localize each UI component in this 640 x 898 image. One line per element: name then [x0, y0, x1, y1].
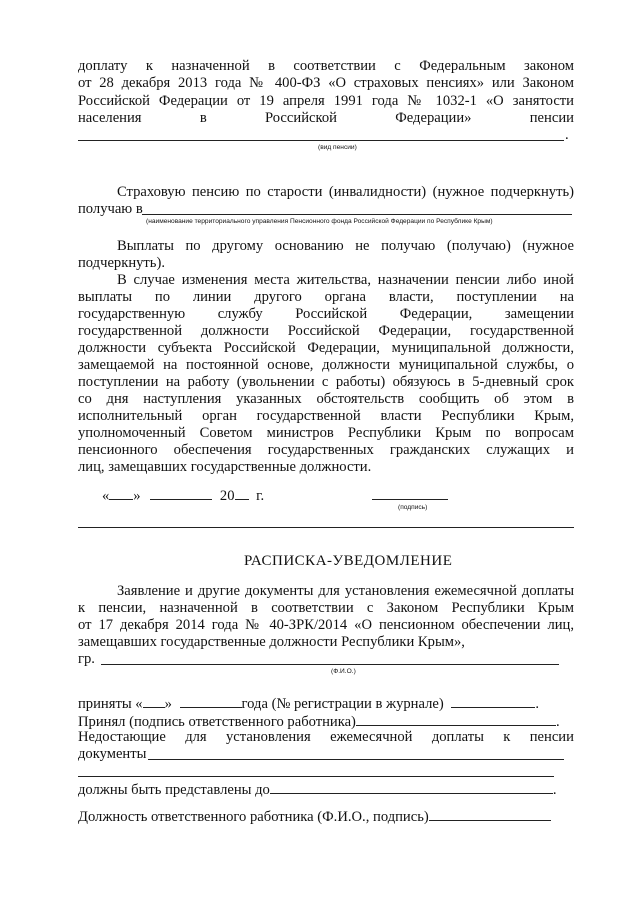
change-line: замещаемой на постоянной основе, должности муниципальной службы, о	[78, 357, 574, 373]
receipt-line: от 17 декабря 2014 года № 40-ЗРК/2014 «О пенсионном обеспечении лиц,	[78, 617, 574, 633]
change-line: государственной должности Российской Федерации, государственной	[78, 323, 574, 339]
receipt-last-line: замещавших государственные должности Республики Крым»,	[78, 634, 465, 650]
pension-line-1: Страховую пенсию по старости (инвалидности) (нужное подчеркнуть)	[117, 184, 574, 200]
date-line: « » 20 г.	[102, 488, 265, 504]
change-line: поступлении на работу (увольнении с работы) обязуюсь в 5-дневный срок	[78, 374, 574, 390]
top-line-1: доплату к назначенной в соответствии с Федеральным законом	[78, 58, 574, 74]
change-line: со дня наступления указанных обстоятельств сообщить об этом в	[78, 391, 574, 407]
top-line-4: населения в Российской Федерации» пенсии	[78, 110, 574, 126]
pension-type-caption: (вид пенсии)	[318, 144, 357, 151]
change-line: должности субъекта Российской Федерации, муниципальной должности,	[78, 340, 574, 356]
change-line: государственную службу Российской Федерации, замещении	[78, 306, 574, 322]
documents-label: документы	[78, 746, 147, 762]
other-line-1: Выплаты по другому основанию не получаю (получаю) (нужное	[117, 238, 574, 254]
signature-line[interactable]	[372, 499, 448, 500]
submit-date-field[interactable]	[270, 780, 553, 794]
other-line-2: подчеркнуть).	[78, 255, 165, 271]
change-last-line: лиц, замещавших государственные должности.	[78, 459, 372, 475]
signature-caption: (подпись)	[398, 504, 428, 511]
position-line: Должность ответственного работника (Ф.И.О., подпись)	[78, 807, 551, 826]
documents-line-2[interactable]	[78, 776, 554, 777]
top-line-3: Российской Федерации от 19 апреля 1991 года № 1032-1 «О занятости	[78, 93, 574, 109]
missing-docs-line: Недостающие для установления ежемесячной доплаты к пенсии	[78, 729, 574, 745]
accepted-line: приняты « » года (№ регистрации в журнале) .	[78, 696, 540, 712]
pension-org-caption: (наименование территориального управления Пенсионного фонда Российской Федерации по Республике Крым)	[146, 218, 493, 225]
registration-number-field[interactable]	[451, 694, 535, 708]
submit-by-line: должны быть представлены до .	[78, 782, 557, 798]
position-field[interactable]	[429, 807, 551, 821]
citizen-label: гр.	[78, 651, 95, 667]
fio-caption: (Ф.И.О.)	[331, 668, 356, 675]
accepted-day-field[interactable]	[143, 694, 165, 708]
citizen-name-line[interactable]	[101, 664, 559, 665]
receipt-line: к пенсии, назначенной в соответствии с Законом Республики Крым	[78, 600, 574, 616]
year-field[interactable]	[235, 486, 249, 500]
accepted-month-field[interactable]	[180, 694, 242, 708]
accepted-by-line: Принял (подпись ответственного работника) .	[78, 714, 560, 730]
change-line: пенсионного обеспечения государственных гражданских служащих и	[78, 442, 574, 458]
change-line: уполномоченный Советом министров Республики Крым по вопросам	[78, 425, 574, 441]
period-mark: .	[565, 127, 569, 143]
receipt-title: РАСПИСКА-УВЕДОМЛЕНИЕ	[244, 553, 453, 569]
worker-signature-field[interactable]	[356, 712, 556, 726]
month-field[interactable]	[150, 486, 212, 500]
top-line-2: от 28 декабря 2013 года № 400-ФЗ «О страховых пенсиях» или Законом	[78, 75, 574, 91]
pension-org-line	[142, 214, 572, 215]
documents-line-1[interactable]	[148, 759, 564, 760]
change-line: В случае изменения места жительства, назначении пенсии либо иной	[117, 272, 574, 288]
day-field[interactable]	[109, 486, 133, 500]
receipt-line: Заявление и другие документы для установления ежемесячной доплаты	[117, 583, 574, 599]
change-line: выплаты по линии другого органа власти, поступлении на	[78, 289, 574, 305]
change-line: исполнительный орган государственной власти Республики Крым,	[78, 408, 574, 424]
section-separator	[78, 527, 574, 528]
pension-type-line	[78, 140, 564, 141]
pension-line-2: получаю в	[78, 201, 143, 217]
